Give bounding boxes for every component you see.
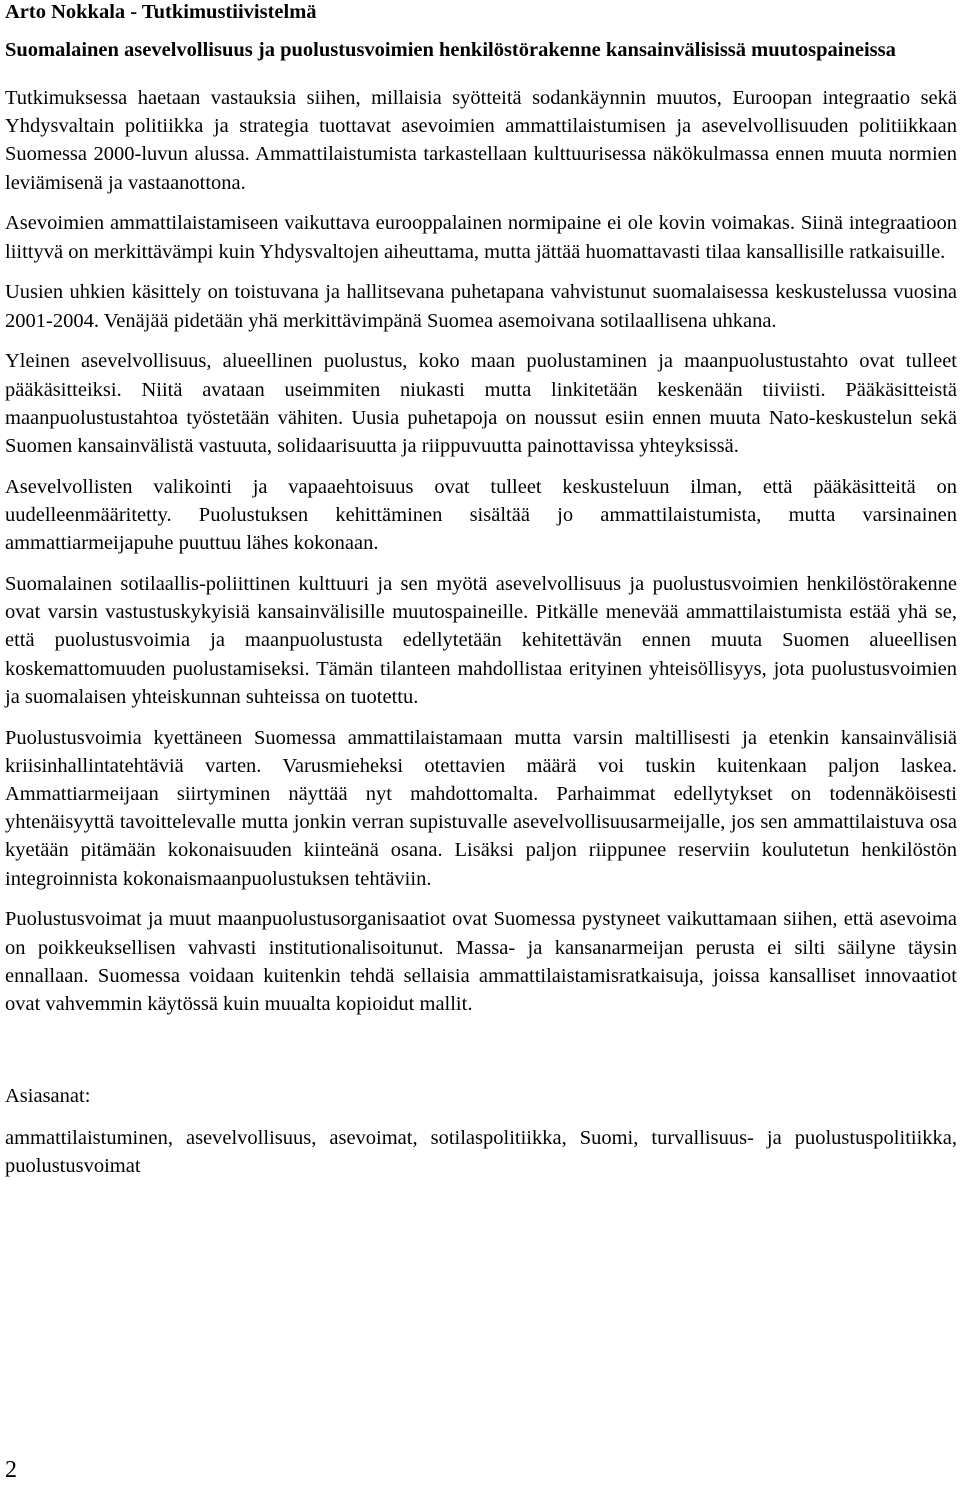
paragraph: Yleinen asevelvollisuus, alueellinen puolustus, koko maan puolustaminen ja maanpuolustustahto ovat tulleet pääkäsitteiksi. Niitä avataan useimmiten niukasti mutta linkitetään keskenään tiiviisti. Pääkäsitteistä maanpuolustustahtoa työstetään vähiten. Uusia puhetapoja on noussut esiin ennen muuta Nato-keskustelun sekä Suomen kansainvälistä vastuuta, solidaarisuutta ja riippuvuutta painottavissa yhteyksissä. (5, 350, 957, 458)
paragraph: Tutkimuksessa haetaan vastauksia siihen, millaisia syötteitä sodankäynnin muutos, Euroopan integraatio sekä Yhdysvaltain politiikka ja strategia tuottavat asevoimien ammattilaistumisen ja asevelvollisuuden politiikkaan Suomessa 2000-luvun alussa. Ammattilaistumista tarkastellaan kulttuurisessa näkökulmassa ennen muuta normien leviämisenä ja vastaanottona. (5, 87, 957, 194)
keywords-label: Asiasanat: (5, 1085, 91, 1108)
abstract-body (5, 84, 957, 1018)
document-page (5, 0, 957, 1181)
paragraph: Suomalainen sotilaallis-poliittinen kulttuuri ja sen myötä asevelvollisuus ja puolustusvoimien henkilöstörakenne ovat varsin vastustuskykyisiä kansainvälisille muutospaineille. Pitkälle menevää ammattilaistumista estää yhä se, että puolustusvoimia ja maanpuolustusta edellytetään kehitettävän ennen muuta Suomen alueellisen koskemattomuuden puolustamiseksi. Tämän tilanteen mahdollistaa erityinen yhteisöllisyys, jota puolustusvoimien ja suomalaisen yhteiskunnan suhteissa on tuotettu. (5, 573, 957, 708)
paragraph: Puolustusvoimat ja muut maanpuolustusorganisaatiot ovat Suomessa pystyneet vaikuttamaan siihen, että asevoima on poikkeuksellisen vahvasti institutionalisoitunut. Massa- ja kansanarmeijan perusta ei silti säilyne täysin ennallaan. Suomessa voidaan kuitenkin tehdä sellaisia ammattilaistamisratkaisuja, joissa kansalliset innovaatiot ovat vahvemmin käytössä kuin muualta kopioidut mallit. (5, 908, 957, 1016)
document-title: Suomalainen asevelvollisuus ja puolustusvoimien henkilöstörakenne kansainvälisissä muutospaineissa (5, 39, 896, 61)
paragraph: Asevoimien ammattilaistamiseen vaikuttava eurooppalainen normipaine ei ole kovin voimakas. Siinä integraatioon liittyvä on merkittävämpi kuin Yhdysvaltojen aiheuttama, mutta jättää huomattavasti tilaa kansallisille ratkaisuille. (5, 212, 957, 263)
keywords-list: ammattilaistuminen, asevelvollisuus, asevoimat, sotilaspolitiikka, Suomi, turvallisuus- ja puolustuspolitiikka, puolustusvoimat (5, 1127, 957, 1178)
paragraph: Asevelvollisten valikointi ja vapaaehtoisuus ovat tulleet keskusteluun ilman, että pääkäsitteitä on uudelleenmääritetty. Puolustuksen kehittäminen sisältää jo ammattilaistumista, mutta varsinainen ammattiarmeijapuhe puuttuu lähes kokonaan. (5, 475, 957, 555)
paragraph: Uusien uhkien käsittely on toistuvana ja hallitsevana puhetapana vahvistunut suomalaisessa keskustelussa vuosina 2001-2004. Venäjää pidetään yhä merkittävimpänä Suomea asemoivana sotilaallisena uhkana. (5, 281, 957, 332)
page-number: 2 (5, 1457, 17, 1483)
paragraph: Puolustusvoimia kyettäneen Suomessa ammattilaistamaan mutta varsin maltillisesti ja etenkin kansainvälisiä kriisinhallintatehtäviä varten. Varusmieheksi otettavien määrä voi tuskin kuitenkaan paljon laskea. Ammattiarmeijaan siirtyminen näyttää nyt mahdottomalta. Parhaimmat edellytykset on todennäköisesti yhtenäisyyttä tavoittelevalle mutta jonkin verran supistuvalle asevelvollisuusarmeijalle, jos sen ammattilaistuva osa kyetään pitämään kokonaisuuden kiinteänä osana. Lisäksi paljon riippunee reserviin koulutetun henkilöstön integroinnista kokonaismaanpuolustuksen tehtäviin. (5, 726, 957, 890)
document-header: Arto Nokkala - Tutkimustiivistelmä (5, 1, 317, 23)
